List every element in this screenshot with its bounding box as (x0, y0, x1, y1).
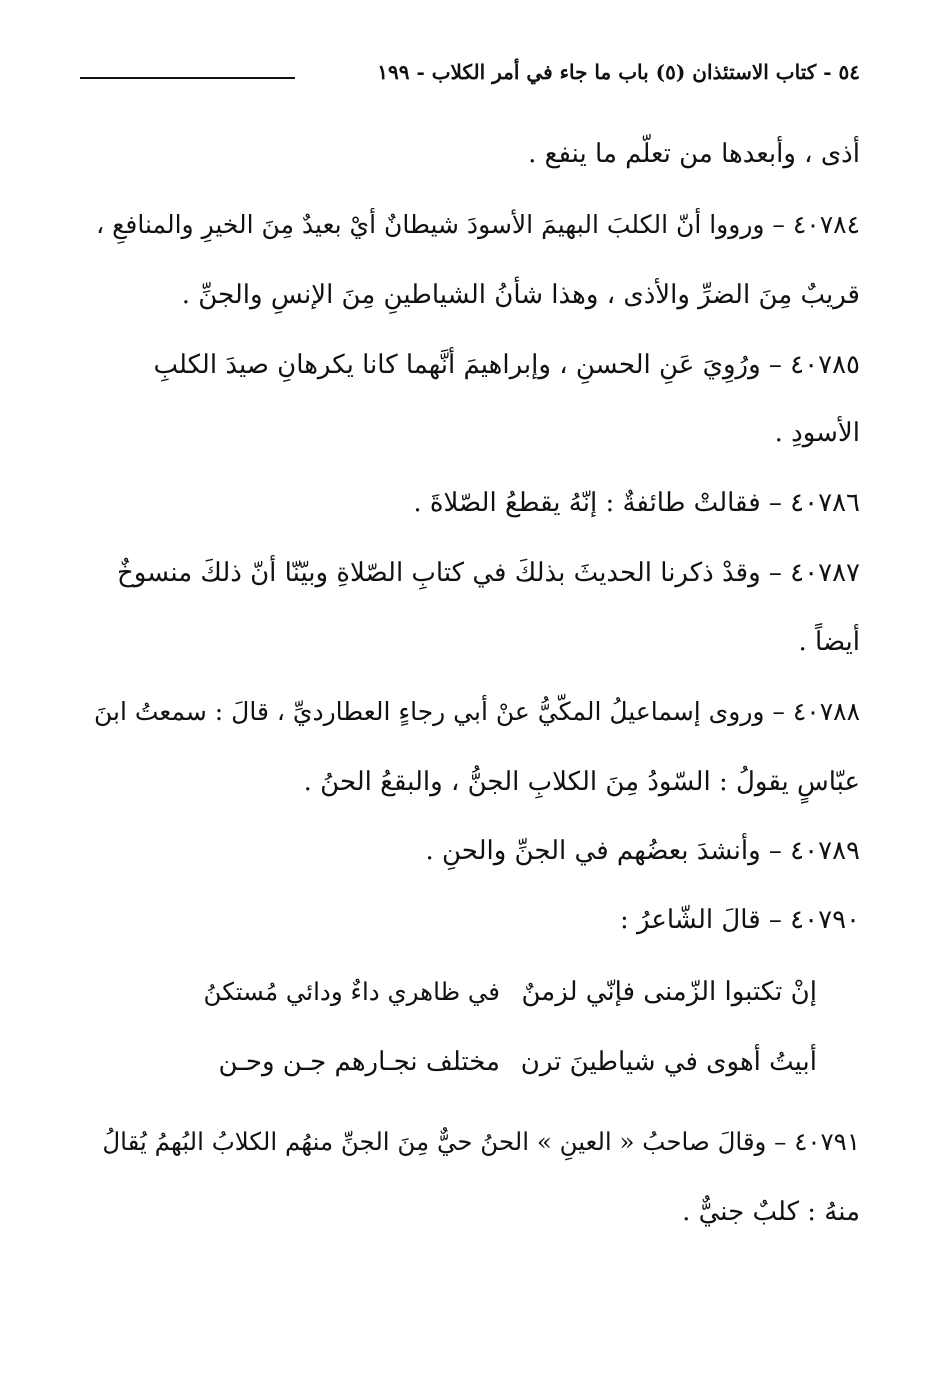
paragraph-40784: ٤٠٧٨٤ – ورووا أنّ الكلبَ البهيمَ الأسودَ شيطانٌ أيْ بعيدٌ مِنَ الخيرِ والمنافعِ ، (96, 210, 860, 239)
poem-verse-2-second: مختلف نجـارهم جـن وحـن (218, 1047, 500, 1077)
page-header (80, 60, 860, 90)
text-line: أيضاً . (798, 627, 860, 657)
paragraph-40787: ٤٠٧٨٧ – وقدْ ذكرنا الحديثَ بذلكَ في كتابِ الصّلاةِ وبيّنّا أنّ ذلكَ منسوخٌ (116, 558, 860, 588)
text-line: منهُ : كلبٌ جنيٌّ . (682, 1197, 860, 1227)
paragraph-40789: ٤٠٧٨٩ – وأنشدَ بعضُهم في الجنِّ والحنِ . (425, 836, 860, 866)
paragraph-40785: ٤٠٧٨٥ – ورُوِيَ عَنِ الحسنِ ، وإبراهيمَ أنَّهما كانا يكرهانِ صيدَ الكلبِ (153, 350, 860, 380)
poem-verse-2-first: أبيتُ أهوى في شياطينَ ترن (520, 1047, 817, 1077)
paragraph-40786: ٤٠٧٨٦ – فقالتْ طائفةٌ : إنّهُ يقطعُ الصّلاةَ . (413, 488, 860, 518)
poem-verse-1-second: في ظاهري داءٌ ودائي مُستكنُ (203, 977, 500, 1006)
header-rule (80, 77, 295, 79)
text-line: الأسودِ . (774, 418, 860, 448)
text-line: أذى ، وأبعدها من تعلّم ما ينفع . (528, 139, 860, 169)
running-title: ٥٤ - كتاب الاستئذان (٥) باب ما جاء في أمر الكلاب - ١٩٩ (377, 60, 860, 84)
poem-verse-1-first: إنْ تكتبوا الزّمنى فإنّي لزمنٌ (521, 977, 817, 1007)
paragraph-40788: ٤٠٧٨٨ – وروى إسماعيلُ المكّيُّ عنْ أبي رجاءٍ العطارديِّ ، قالَ : سمعتُ ابنَ (93, 697, 860, 726)
paragraph-40790: ٤٠٧٩٠ – قالَ الشّاعرُ : (619, 905, 860, 935)
text-line: قريبٌ مِنَ الضرِّ والأذى ، وهذا شأنُ الشياطينِ مِنَ الإنسِ والجنِّ . (181, 280, 860, 310)
paragraph-40791: ٤٠٧٩١ – وقالَ صاحبُ « العينِ » الحنُ حيٌّ مِنَ الجنِّ منهُم الكلابُ البُهمُ يُقالُ (102, 1127, 860, 1156)
text-line: عبّاسٍ يقولُ : السّودُ مِنَ الكلابِ الجنُّ ، والبقعُ الحنُ . (303, 767, 860, 797)
